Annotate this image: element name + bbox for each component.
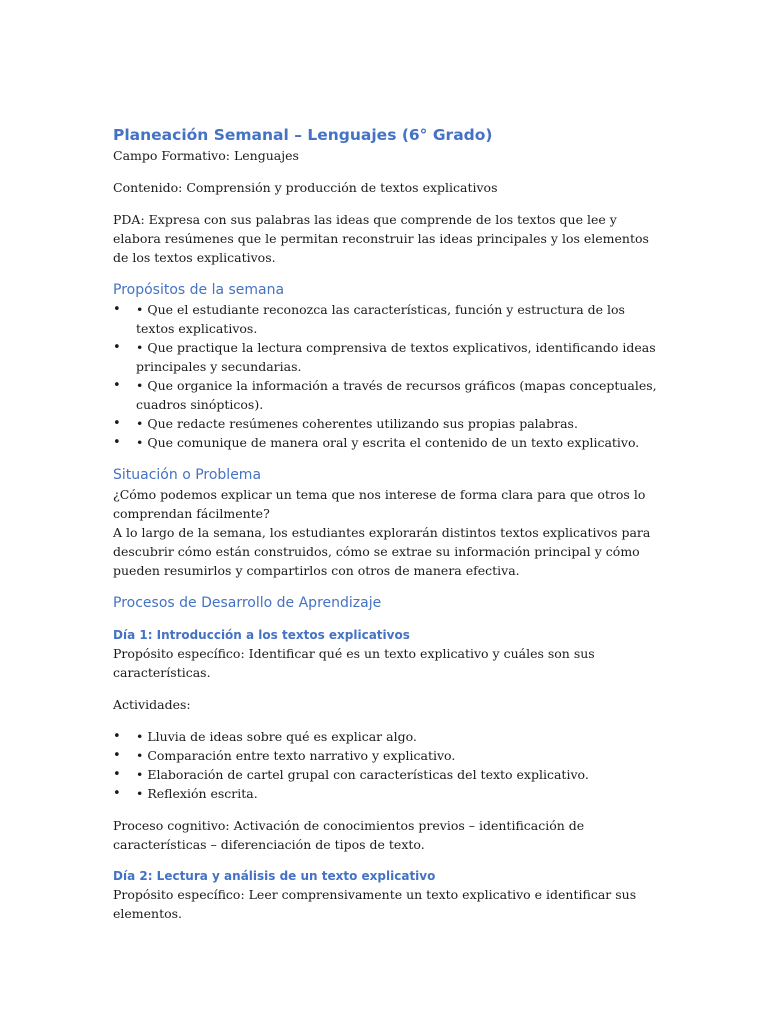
dia2-heading: Día 2: Lectura y análisis de un texto explicativo <box>113 869 436 883</box>
situacion-text: A lo largo de la semana, los estudiantes explorarán distintos textos explicativos para descubrir cómo están construidos, cómo se extrae su información principal y cómo pueden resumirlos y compartirlos con otros de manera efectiva. <box>113 525 651 578</box>
dia1-actividades-label: Actividades: <box>113 697 191 712</box>
list-item: • • Que organice la información a través de recursos gráficos (mapas conceptuales, cuadros sinópticos). <box>113 376 658 414</box>
procesos-heading: Procesos de Desarrollo de Aprendizaje <box>113 595 382 611</box>
propositos-heading: Propósitos de la semana <box>113 282 285 298</box>
situacion-heading: Situación o Problema <box>113 467 262 483</box>
list-item: • • Elaboración de cartel grupal con características del texto explicativo. <box>113 765 658 784</box>
dia1-actividades-list <box>113 727 658 803</box>
dia1-heading: Día 1: Introducción a los textos explicativos <box>113 628 410 642</box>
list-item: • • Comparación entre texto narrativo y explicativo. <box>113 746 658 765</box>
dia1-proposito: Propósito específico: Identificar qué es un texto explicativo y cuáles son sus características. <box>113 646 595 680</box>
pda: PDA: Expresa con sus palabras las ideas que comprende de los textos que lee y elabora resúmenes que le permitan reconstruir las ideas principales y los elementos de los textos explicativos. <box>113 212 649 265</box>
page-title: Planeación Semanal – Lenguajes (6° Grado) <box>113 126 493 144</box>
list-item: • • Que redacte resúmenes coherentes utilizando sus propias palabras. <box>113 414 658 433</box>
list-item: • • Reflexión escrita. <box>113 784 658 803</box>
dia1-proceso: Proceso cognitivo: Activación de conocimientos previos – identificación de características – diferenciación de tipos de texto. <box>113 818 585 852</box>
list-item: • • Lluvia de ideas sobre qué es explicar algo. <box>113 727 658 746</box>
contenido: Contenido: Comprensión y producción de textos explicativos <box>113 180 498 195</box>
list-item: • • Que el estudiante reconozca las características, función y estructura de los textos explicativos. <box>113 300 658 338</box>
situacion-question: ¿Cómo podemos explicar un tema que nos interese de forma clara para que otros lo comprendan fácilmente? <box>113 487 646 521</box>
list-item: • • Que comunique de manera oral y escrita el contenido de un texto explicativo. <box>113 433 658 452</box>
propositos-list <box>113 300 658 452</box>
list-item: • • Que practique la lectura comprensiva de textos explicativos, identificando ideas principales y secundarias. <box>113 338 658 376</box>
dia2-proposito: Propósito específico: Leer comprensivamente un texto explicativo e identificar sus elementos. <box>113 887 637 921</box>
campo-formativo: Campo Formativo: Lenguajes <box>113 148 299 163</box>
